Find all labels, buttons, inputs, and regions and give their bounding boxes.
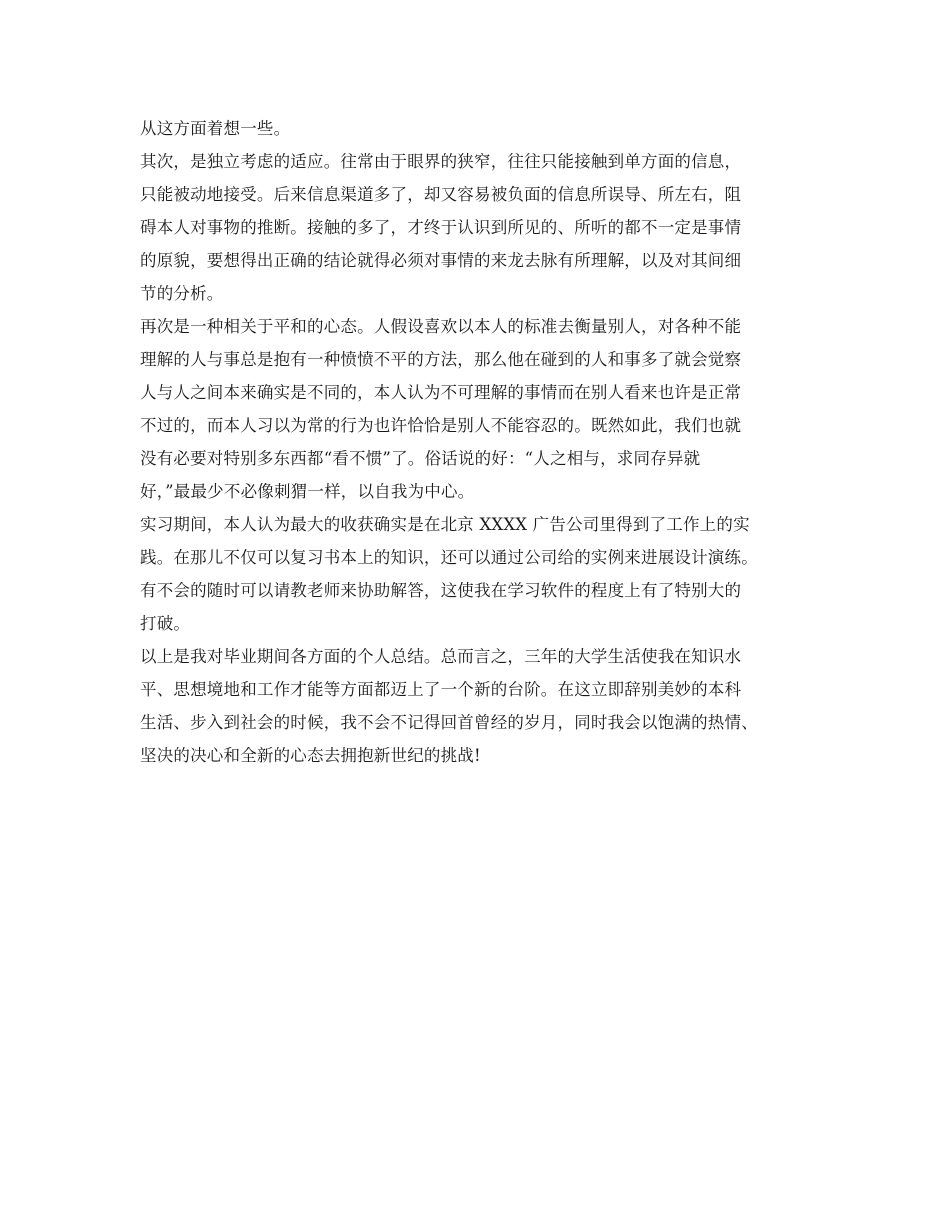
text-line: 以上是我对毕业期间各方面的个人总结。总而言之，三年的大学生活使我在知识水 [140, 647, 742, 666]
document-body [140, 112, 812, 772]
text-line: 只能被动地接受。后来信息渠道多了，却又容易被负面的信息所误导、所左右，阻 [140, 185, 742, 204]
text-line: 生活、步入到社会的时候，我不会不记得回首曾经的岁月，同时我会以饱满的热情、 [140, 713, 758, 732]
text-line: 从这方面着想一些。 [140, 119, 291, 138]
text-line: 理解的人与事总是抱有一种愤愤不平的方法，那么他在碰到的人和事多了就会觉察 [140, 350, 742, 369]
text-line: 有不会的随时可以请教老师来协助解答，这使我在学习软件的程度上有了特别大的 [140, 581, 742, 600]
text-line: 好，”最最少不必像刺猬一样，以自我为中心。 [140, 482, 475, 501]
text-line: 不过的，而本人习以为常的行为也许恰恰是别人不能容忍的。既然如此，我们也就 [140, 416, 742, 435]
text-line: 节的分析。 [140, 284, 224, 303]
text-line: 践。在那儿不仅可以复习书本上的知识，还可以通过公司给的实例来进展设计演练。 [140, 548, 758, 567]
text-line: 平、思想境地和工作才能等方面都迈上了一个新的台阶。在这立即辞别美妙的本科 [140, 680, 742, 699]
text-line: 其次，是独立考虑的适应。往常由于眼界的狭窄，往往只能接触到单方面的信息， [140, 152, 742, 171]
text-line: 没有必要对特别多东西都“看不惯”了。俗话说的好：“人之相与，求同存异就 [140, 449, 701, 468]
text-line: 再次是一种相关于平和的心态。人假设喜欢以本人的标准去衡量别人，对各种不能 [140, 317, 742, 336]
text-line: 实习期间，本人认为最大的收获确实是在北京 XXXX 广告公司里得到了工作上的实 [140, 515, 750, 534]
text-line: 坚决的决心和全新的心态去拥抱新世纪的挑战! [140, 746, 481, 765]
text-line: 打破。 [140, 614, 191, 633]
text-line: 碍本人对事物的推断。接触的多了，才终于认识到所见的、所听的都不一定是事情 [140, 218, 742, 237]
text-line: 的原貌，要想得出正确的结论就得必须对事情的来龙去脉有所理解，以及对其间细 [140, 251, 742, 270]
text-line: 人与人之间本来确实是不同的，本人认为不可理解的事情而在别人看来也许是正常 [140, 383, 742, 402]
